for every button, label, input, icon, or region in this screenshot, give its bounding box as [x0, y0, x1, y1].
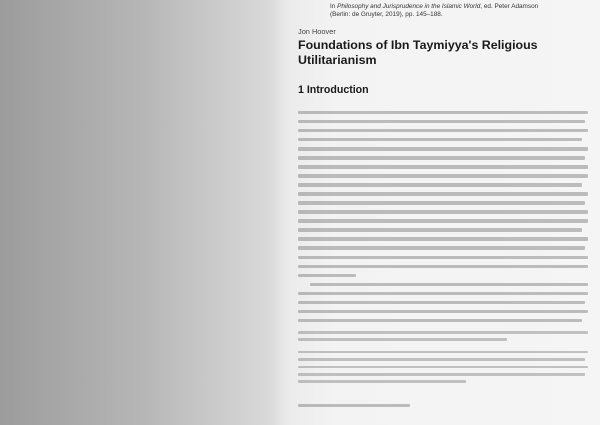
chapter-title-line-2: Utilitarianism	[298, 53, 377, 67]
chapter-title-line-1: Foundations of Ibn Taymiyya's Religious	[298, 38, 538, 52]
author-name: Jon Hoover	[298, 27, 336, 36]
section-heading: 1 Introduction	[298, 84, 369, 96]
citation-book-title: Philosophy and Jurisprudence in the Islamic World	[337, 3, 481, 10]
body-text-illegible	[298, 111, 588, 328]
book-citation	[330, 3, 595, 19]
doi-link-illegible	[298, 404, 410, 407]
citation-prefix: In	[330, 3, 336, 10]
citation-editor: , ed. Peter Adamson	[480, 3, 539, 10]
chapter-title	[298, 38, 588, 68]
adjacent-page-shadow	[0, 0, 268, 425]
document-page	[268, 0, 600, 425]
footnotes-illegible	[298, 331, 588, 388]
citation-publisher: (Berlin: de Gruyter, 2019), pp. 145–188.	[330, 11, 443, 19]
